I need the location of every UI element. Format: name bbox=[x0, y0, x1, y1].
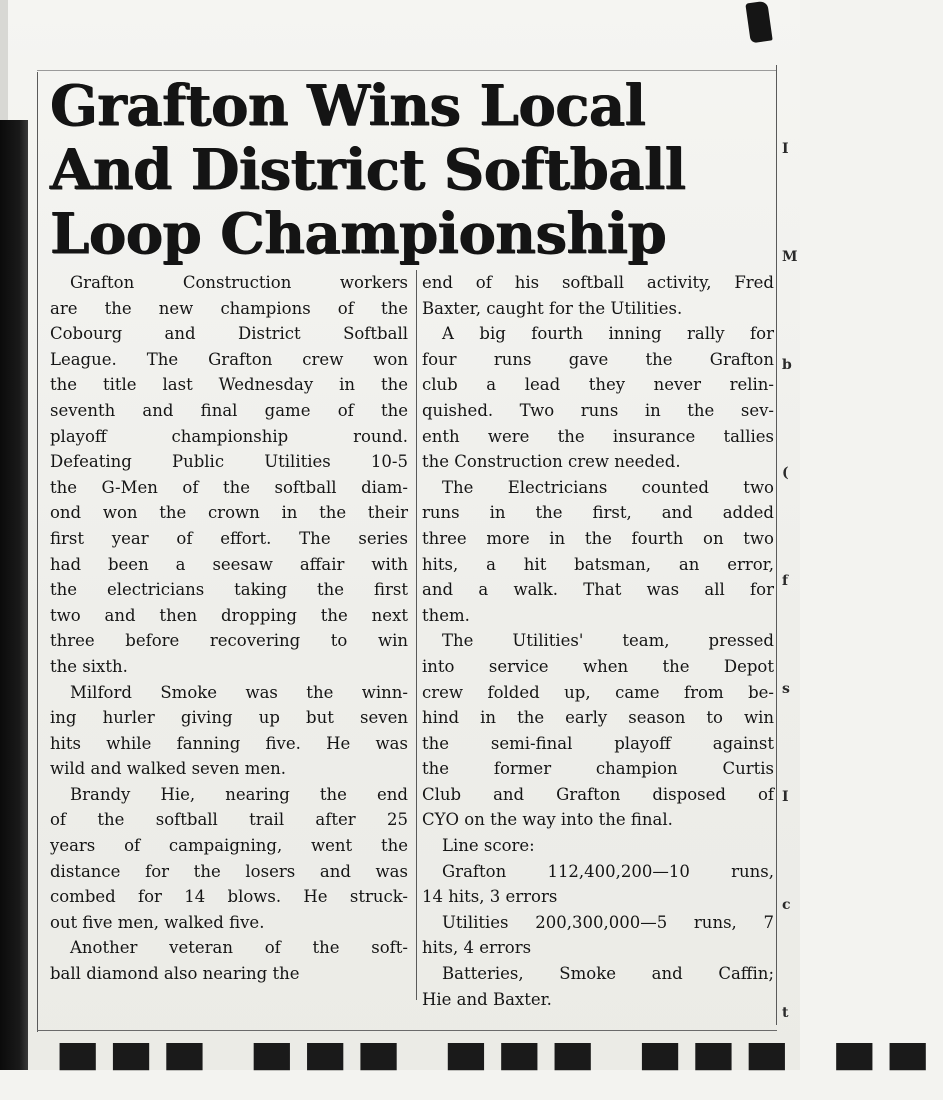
article-paragraph bbox=[50, 680, 408, 782]
article-line: Utilities 200,300,000—5 runs, 7 bbox=[442, 912, 774, 932]
article-line: Grafton Construction workers bbox=[70, 273, 408, 292]
article-line: League. The Grafton crew won bbox=[50, 349, 408, 369]
scan-ink-mark bbox=[745, 1, 772, 44]
headline-line: And District Softball bbox=[50, 137, 686, 203]
scan-edge-top-left bbox=[0, 0, 8, 130]
article-line: playoff championship round. bbox=[50, 426, 408, 446]
article-line: Line score: bbox=[442, 836, 535, 856]
article-headline bbox=[50, 74, 770, 266]
article-paragraph bbox=[422, 270, 774, 321]
article-line: the electricians taking the first bbox=[50, 580, 408, 600]
article-line: of the softball trail after 25 bbox=[50, 810, 408, 830]
article-line: A big fourth inning rally for bbox=[442, 324, 774, 344]
article-line: hind in the early season to win bbox=[422, 708, 774, 728]
article-paragraph bbox=[50, 782, 408, 936]
article-line: The Utilities' team, pressed bbox=[442, 631, 774, 651]
adjacent-column-letter: f bbox=[782, 573, 789, 589]
article-line: the sixth. bbox=[50, 656, 128, 676]
article-paragraph bbox=[422, 910, 774, 961]
article-line: into service when the Depot bbox=[422, 656, 774, 676]
article-line: the G-Men of the softball diam- bbox=[50, 477, 408, 497]
article-line: Hie and Baxter. bbox=[422, 989, 552, 1009]
article-line: club a lead they never relin- bbox=[422, 375, 774, 395]
article-line: Defeating Public Utilities 10-5 bbox=[50, 452, 408, 472]
left-column-rule bbox=[37, 72, 38, 1032]
article-right-column bbox=[422, 270, 774, 1012]
article-line: Club and Grafton disposed of bbox=[422, 784, 774, 804]
middle-column-rule bbox=[416, 270, 417, 1000]
adjacent-column-letter: M bbox=[782, 249, 798, 265]
article-line: wild and walked seven men. bbox=[50, 759, 287, 779]
article-paragraph bbox=[422, 961, 774, 1012]
article-paragraph bbox=[422, 321, 774, 475]
headline-line: Grafton Wins Local bbox=[50, 73, 646, 139]
article-line: quished. Two runs in the sev- bbox=[422, 400, 774, 420]
bottom-rule bbox=[37, 1030, 777, 1031]
article-paragraph bbox=[422, 475, 774, 629]
article-left-column bbox=[50, 270, 408, 987]
article-paragraph bbox=[422, 628, 774, 833]
article-line: Batteries, Smoke and Caffin; bbox=[442, 964, 774, 984]
adjacent-column-letter: c bbox=[782, 897, 791, 913]
article-line: ing hurler giving up but seven bbox=[50, 708, 408, 728]
article-paragraph bbox=[50, 935, 408, 986]
article-line: out five men, walked five. bbox=[50, 912, 265, 932]
article-line: Cobourg and District Softball bbox=[50, 324, 408, 344]
article-line: seventh and final game of the bbox=[50, 400, 408, 420]
article-line: two and then dropping the next bbox=[50, 605, 408, 625]
article-line: and a walk. That was all for bbox=[422, 580, 774, 600]
article-line: four runs gave the Grafton bbox=[422, 349, 774, 369]
article-line: the Construction crew needed. bbox=[422, 452, 681, 472]
article-line: three more in the fourth on two bbox=[422, 528, 774, 548]
article-paragraph bbox=[422, 859, 774, 910]
article-line: hits while fanning five. He was bbox=[50, 733, 408, 753]
article-line: CYO on the way into the final. bbox=[422, 810, 673, 830]
article-line: are the new champions of the bbox=[50, 298, 408, 318]
article-line: them. bbox=[422, 605, 470, 625]
article-line: had been a seesaw affair with bbox=[50, 554, 408, 574]
article-line: Milford Smoke was the winn- bbox=[70, 682, 408, 702]
article-paragraph bbox=[422, 833, 774, 859]
article-line: 14 hits, 3 errors bbox=[422, 887, 558, 907]
article-line: combed for 14 blows. He struck- bbox=[50, 887, 408, 907]
article-line: Baxter, caught for the Utilities. bbox=[422, 298, 683, 318]
headline-line: Loop Championship bbox=[50, 201, 667, 267]
article-line: first year of effort. The series bbox=[50, 528, 408, 548]
article-line: runs in the first, and added bbox=[422, 503, 774, 523]
article-line: ball diamond also nearing the bbox=[50, 964, 300, 984]
adjacent-column-letter: I bbox=[782, 789, 789, 805]
article-line: the semi-final playoff against bbox=[422, 733, 774, 753]
adjacent-column-letter: s bbox=[782, 681, 790, 697]
article-line: hits, a hit batsman, an error, bbox=[422, 554, 774, 574]
adjacent-column-letter: ( bbox=[782, 465, 789, 481]
article-line: the former champion Curtis bbox=[422, 759, 774, 779]
article-line: Another veteran of the soft- bbox=[70, 938, 408, 958]
right-column-rule bbox=[776, 65, 777, 1025]
article-line: enth were the insurance tallies bbox=[422, 426, 774, 446]
article-line: Brandy Hie, nearing the end bbox=[70, 784, 408, 804]
scan-dark-edge bbox=[0, 120, 28, 1070]
article-line: distance for the losers and was bbox=[50, 861, 408, 881]
article-line: hits, 4 errors bbox=[422, 938, 532, 958]
article-line: ond won the crown in the their bbox=[50, 503, 408, 523]
article-line: crew folded up, came from be- bbox=[422, 682, 774, 702]
article-line: end of his softball activity, Fred bbox=[422, 273, 774, 292]
next-article-headline-fragment bbox=[60, 1040, 943, 1097]
article-line: The Electricians counted two bbox=[442, 477, 774, 497]
article-line: Grafton 112,400,200—10 runs, bbox=[442, 861, 774, 881]
article-line: three before recovering to win bbox=[50, 631, 408, 651]
article-paragraph bbox=[50, 270, 408, 680]
adjacent-column-letter: I bbox=[782, 141, 789, 157]
adjacent-column-letter: t bbox=[782, 1005, 789, 1021]
article-line: years of campaigning, went the bbox=[50, 836, 408, 856]
partial-headline-glyphs: ▀▀▀ ▀▀▀ ▀▀▀ ▀▀▀ ▀▀ bbox=[60, 1043, 943, 1097]
top-rule bbox=[37, 70, 777, 71]
article-line: the title last Wednesday in the bbox=[50, 375, 408, 395]
adjacent-column-letter: b bbox=[782, 357, 792, 373]
adjacent-column-fragment bbox=[782, 95, 800, 1067]
